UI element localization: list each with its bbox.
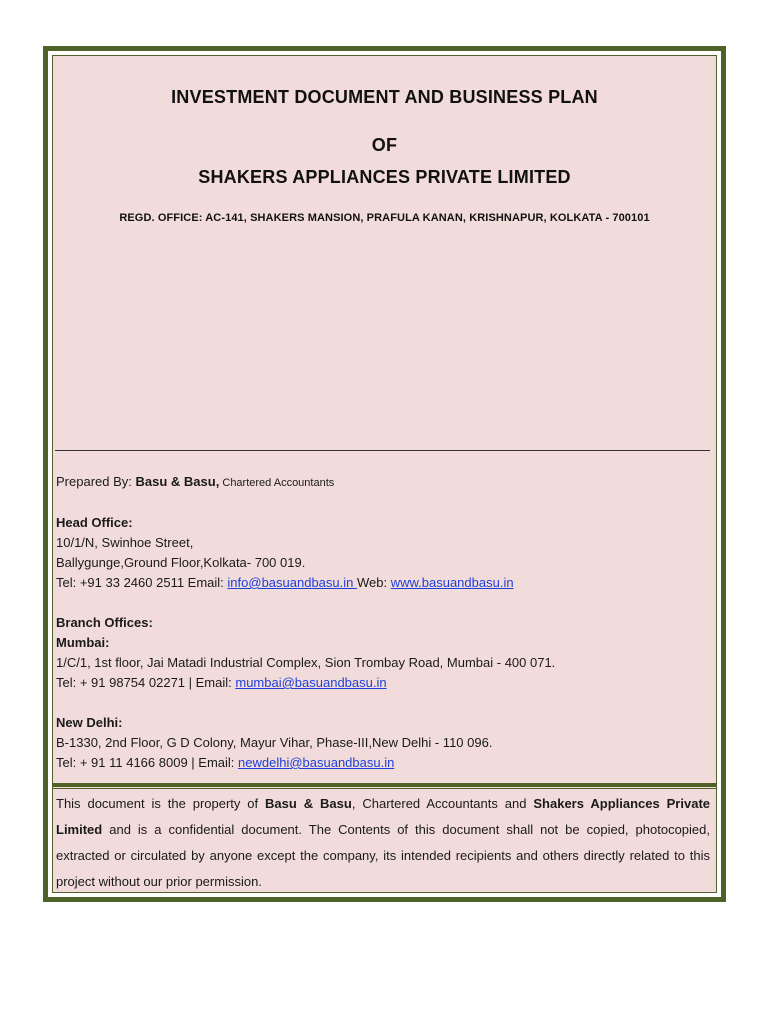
notice-part2: , Chartered Accountants and <box>351 796 534 811</box>
web-prefix: Web: <box>356 575 391 590</box>
branch-offices-heading: Branch Offices: <box>56 615 153 630</box>
new-delhi-email-link[interactable]: newdelhi@basuandbasu.in <box>238 755 395 770</box>
divider-line <box>55 450 710 451</box>
new-delhi-heading: New Delhi: <box>56 715 123 730</box>
prepared-label: Prepared By: <box>56 474 136 489</box>
head-office-contact <box>56 573 710 593</box>
branch-offices-block <box>56 613 710 693</box>
website-link[interactable]: www.basuandbasu.in <box>390 575 514 590</box>
notice-part3: and is a confidential document. The Contents of this document shall not be copied, photocopied, extracted or circulated by anyone except the company, its intended recipients and others directly related to this project without our prior permission. <box>56 822 710 889</box>
cover-section <box>53 56 716 784</box>
head-office-heading: Head Office: <box>56 515 133 530</box>
new-delhi-contact <box>56 753 710 773</box>
document-title: INVESTMENT DOCUMENT AND BUSINESS PLAN <box>171 87 598 107</box>
prepared-firm: Basu & Basu, <box>135 474 220 489</box>
prepared-firm-suffix: Chartered Accountants <box>219 477 335 489</box>
notice-firm: Basu & Basu <box>265 796 352 811</box>
head-office-block <box>56 513 710 593</box>
new-delhi-block <box>56 713 710 773</box>
title-of: OF <box>371 135 398 155</box>
mumbai-heading: Mumbai: <box>56 635 110 650</box>
new-delhi-tel: Tel: + 91 11 4166 8009 | Email: <box>56 755 239 770</box>
confidentiality-notice <box>56 791 710 895</box>
section-separator-thin <box>53 788 716 789</box>
company-name: SHAKERS APPLIANCES PRIVATE LIMITED <box>198 167 571 187</box>
new-delhi-address: B-1330, 2nd Floor, G D Colony, Mayur Vihar, Phase-III,New Delhi - 110 096. <box>56 735 493 750</box>
notice-part1: This document is the property of <box>56 796 266 811</box>
document-body <box>52 55 717 893</box>
head-office-tel: Tel: +91 33 2460 2511 Email: <box>56 575 228 590</box>
head-office-email-link[interactable]: info@basuandbasu.in <box>227 575 357 590</box>
prepared-by <box>56 472 710 493</box>
mumbai-contact <box>56 673 710 693</box>
head-office-line1: 10/1/N, Swinhoe Street, <box>56 535 194 550</box>
mumbai-address: 1/C/1, 1st floor, Jai Matadi Industrial Complex, Sion Trombay Road, Mumbai - 400 071. <box>56 655 556 670</box>
mumbai-tel: Tel: + 91 98754 02271 | Email: <box>56 675 236 690</box>
registered-office: REGD. OFFICE: AC-141, SHAKERS MANSION, PRAFULA KANAN, KRISHNAPUR, KOLKATA - 700101 <box>119 212 650 224</box>
mumbai-email-link[interactable]: mumbai@basuandbasu.in <box>235 675 387 690</box>
notice-company: Shakers Appliances Private Limited <box>56 796 710 837</box>
head-office-line2: Ballygunge,Ground Floor,Kolkata- 700 019. <box>56 555 306 570</box>
document-frame <box>43 46 726 902</box>
section-separator <box>53 783 716 787</box>
